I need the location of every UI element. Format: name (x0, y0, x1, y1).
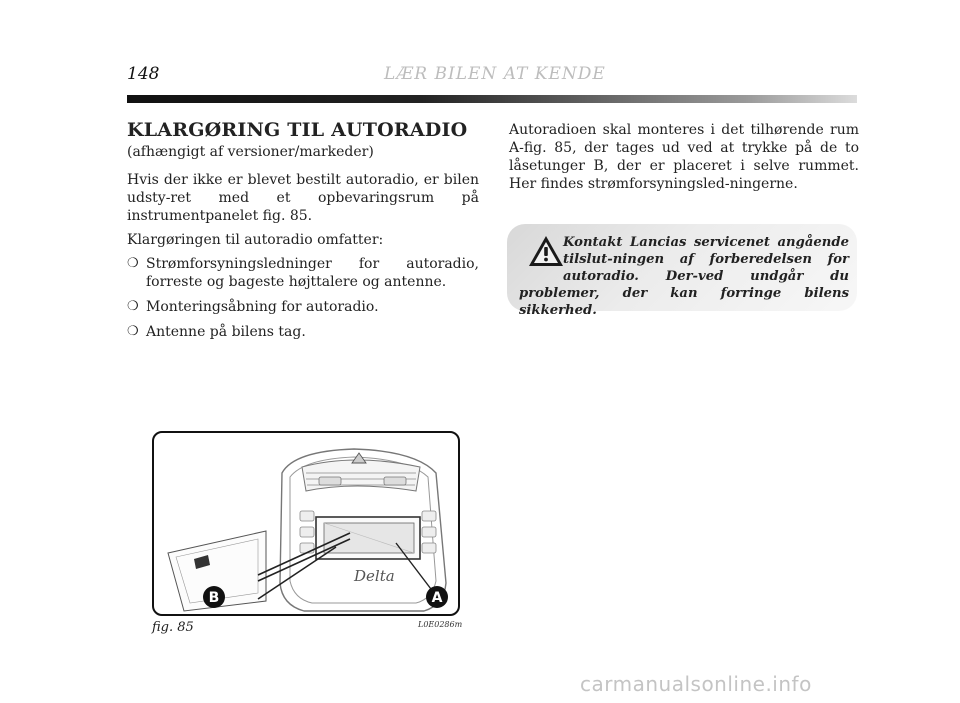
warning-text: Kontakt Lancias servicenet angående tilslut-ningen af forberedelsen for autoradio. Der-ved undgår du problemer, der kan forringe bilens sikkerhed. (519, 235, 849, 318)
running-head: LÆR BILEN AT KENDE (384, 64, 606, 84)
scope-paragraph: Klargøringen til autoradio omfatter: (127, 232, 384, 248)
section-subtitle: (afhængigt af versioner/markeder) (127, 144, 374, 160)
header-rule (127, 95, 857, 103)
figure-code: L0E0286m (418, 620, 463, 629)
dashboard-radio-illustration (154, 433, 458, 614)
list-item (127, 323, 479, 341)
section-title: KLARGØRING TIL AUTORADIO (127, 119, 468, 141)
label-b: B (208, 590, 220, 606)
right-column (509, 121, 859, 199)
list-item (127, 255, 479, 291)
feature-list (127, 255, 479, 341)
circle-bullet-icon: ❍ (127, 256, 139, 271)
page-number: 148 (127, 64, 160, 84)
warning-text-block (519, 234, 849, 319)
list-item-text: Monteringsåbning for autoradio. (146, 299, 379, 315)
list-item-text: Antenne på bilens tag. (146, 324, 306, 340)
circle-bullet-icon: ❍ (127, 324, 139, 339)
watermark: carmanualsonline.info (580, 672, 812, 696)
label-a: A (431, 590, 443, 606)
warning-box (507, 224, 857, 318)
circle-bullet-icon: ❍ (127, 299, 139, 314)
left-column (127, 118, 479, 348)
list-item (127, 298, 479, 316)
delta-badge-text: Delta (354, 567, 395, 585)
intro-paragraph: Hvis der ikke er blevet bestilt autoradio, er bilen udsty-ret med et opbevaringsrum på instrumentpanelet fig. 85. (127, 172, 479, 224)
installation-paragraph: Autoradioen skal monteres i det tilhørende rum A-fig. 85, der tages ud ved at trykke på de to låsetunger B, der er placeret i selve rummet. Her findes strømforsyningsled-ningerne. (509, 122, 859, 192)
figure-85 (152, 431, 460, 616)
figure-caption: fig. 85 (152, 620, 194, 635)
list-item-text: Strømforsyningsledninger for autoradio, forreste og bageste højttalere og antenne. (146, 256, 479, 290)
